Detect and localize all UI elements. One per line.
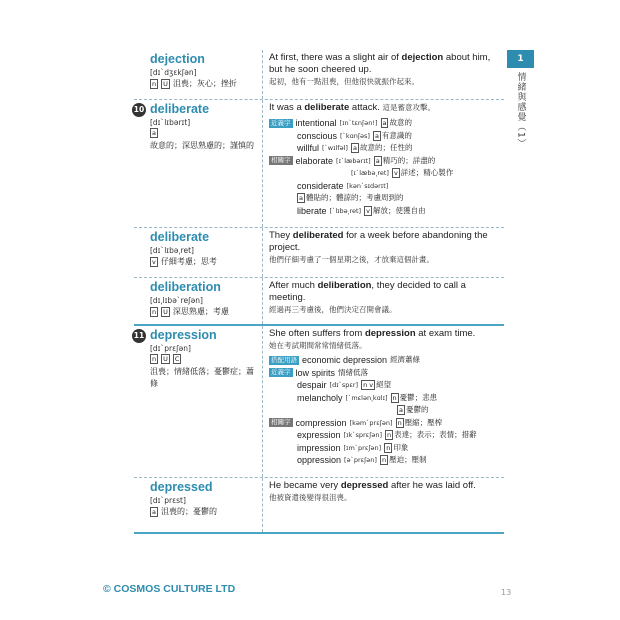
- pos-tag: U: [163, 355, 168, 363]
- definition-line: [150, 506, 258, 518]
- entry-deliberate-verb: [134, 228, 504, 278]
- entry-number-badge: 10: [132, 103, 146, 117]
- entry-depressed: [134, 478, 504, 534]
- related-label: 相關字: [271, 156, 291, 165]
- entry-head: [134, 100, 262, 227]
- headword: dejection: [150, 52, 205, 66]
- synonym-row: despair [dɪˋspɛr] n v 絕望: [297, 380, 392, 390]
- definition-line: [150, 256, 258, 268]
- entry-number-badge: 11: [132, 329, 146, 343]
- related-row: oppression [əˋprɛʃən] n 壓迫；壓制: [297, 455, 427, 465]
- entry-head: [134, 228, 262, 277]
- example-translation: 他被資遣後變得很沮喪。: [269, 493, 352, 502]
- meaning: 沮喪的；憂鬱的: [160, 507, 217, 516]
- related-row: impression [ɪmˋprɛʃən] n 印象: [297, 442, 409, 453]
- pronunciation: [dɪˋlɪbə͵ret]: [150, 246, 194, 255]
- synonym-row: willful [ˋwɪlfəl] a 故意的；任性的: [297, 143, 413, 153]
- entry-example: [262, 278, 504, 324]
- synonym-label: 近義字: [271, 368, 291, 377]
- pos-tag: C: [174, 355, 180, 363]
- related-row: 相關字 compression [kəmˋprɛʃən] n 壓縮；壓榨: [271, 417, 443, 428]
- pronunciation: [dɪˋprɛʃən]: [150, 344, 191, 353]
- meaning: 仔細考慮；思考: [160, 257, 217, 266]
- entry-example: [262, 100, 504, 227]
- pos-tag: n: [152, 355, 157, 363]
- example-sentence: After much deliberation, they decided to call a meeting.: [269, 280, 466, 303]
- entry-deliberate-adj: [134, 100, 504, 228]
- entry-head: [134, 326, 262, 477]
- meaning: 深思熟慮；考慮: [172, 307, 229, 316]
- example-translation: 他們仔細考慮了一個星期之後，才放棄這個計畫。: [269, 255, 434, 264]
- chapter-side-tab: [507, 50, 534, 149]
- headword: depression: [150, 328, 217, 342]
- related-label: 相關字: [271, 418, 291, 427]
- example-translation: 起初，他有一點沮喪，但他很快就振作起來。: [269, 77, 419, 86]
- example-translation: 她在考試期間常常情緒低落。: [269, 341, 367, 350]
- meaning: 沮喪；灰心；挫折: [172, 79, 237, 88]
- synonym-row: melancholy [ˋmɛlən͵kɑlɪ] n 憂鬱；悲患: [297, 392, 438, 403]
- collocation-row: 搭配用語 economic depression 經濟蕭條: [271, 355, 421, 365]
- pronunciation: [dɪ͵lɪbəˋreʃən]: [150, 296, 203, 305]
- entry-head: [134, 478, 262, 532]
- pos-tag: U: [163, 80, 168, 88]
- meaning: 故意的；深思熟慮的；謹慎的: [150, 141, 254, 150]
- entry-head: [134, 278, 262, 324]
- synonym-row: conscious [ˋkɑnʃəs] a 有意識的: [297, 130, 412, 141]
- example-sentence: At first, there was a slight air of dejection about him, but he soon cheered up.: [269, 52, 491, 75]
- collocation-label: 搭配用語: [271, 355, 297, 364]
- entry-example: [262, 228, 504, 277]
- definition-line: [150, 78, 258, 90]
- pos-tag: a: [152, 508, 156, 516]
- related-row: liberate [ˋlɪbə͵ret] v 解放；使獲自由: [297, 205, 426, 216]
- entry-example: [262, 326, 504, 477]
- related-words: [269, 354, 504, 467]
- headword: deliberation: [150, 280, 221, 294]
- entry-head: [134, 50, 262, 99]
- related-row: a 體貼的；體諒的；考慮周到的: [299, 193, 404, 203]
- related-row: expression [ɪkˋsprɛʃən] n 表達；表示；表情；措辭: [297, 430, 477, 440]
- synonym-row: 近義字 low spirits 情緒低落: [271, 367, 369, 378]
- entry-example: [262, 50, 504, 99]
- pos-tag: n: [152, 308, 157, 316]
- related-words: [269, 117, 504, 217]
- related-row: 相關字 elaborate [ɪˋlæbərɪt] a 精巧的；詳盡的: [271, 155, 436, 166]
- example-sentence: It was a deliberate attack. 這是蓄意攻擊。: [269, 102, 436, 113]
- pronunciation: [dɪˋdʒɛkʃən]: [150, 68, 197, 77]
- copyright-text: © COSMOS CULTURE LTD: [103, 583, 236, 595]
- entry-dejection: [134, 50, 504, 100]
- definition-line: [150, 306, 258, 318]
- related-row: [ɪˋlæbə͵ret] v 詳述；精心製作: [351, 168, 454, 178]
- pos-tag: n: [152, 80, 157, 88]
- example-sentence: He became very depressed after he was laid off.: [269, 480, 476, 491]
- headword: deliberate: [150, 230, 210, 244]
- pronunciation: [dɪˋlɪbərɪt]: [150, 118, 191, 127]
- headword: deliberate: [150, 102, 210, 116]
- example-translation: 經過再三考慮後，他們決定召開會議。: [269, 305, 397, 314]
- synonym-row: 近義字 intentional [ɪnˋtɛnʃən!] a 故意的: [271, 118, 412, 128]
- pos-tag: U: [163, 308, 168, 316]
- entry-example: [262, 478, 504, 532]
- example-sentence: She often suffers from depression at exam time.: [269, 328, 476, 339]
- example-sentence: They deliberated for a week before abandoning the project.: [269, 230, 488, 253]
- synonym-label: 近義字: [271, 118, 291, 127]
- chapter-number: 1: [507, 50, 534, 68]
- synonym-row: a 憂鬱的: [399, 405, 429, 415]
- entry-deliberation: [134, 278, 504, 326]
- page-number: 13: [501, 588, 512, 597]
- related-row: considerate [kənˋsɪdərɪt]: [297, 180, 389, 191]
- entry-depression: [134, 326, 504, 478]
- definition-line: [150, 128, 258, 152]
- chapter-title: 情緒與感覺（1）: [515, 72, 526, 149]
- entries-column: [134, 50, 504, 534]
- pos-tag: a: [152, 129, 156, 137]
- definition-line: [150, 354, 258, 390]
- headword: depressed: [150, 480, 213, 494]
- meaning: 沮喪；情緒低落；憂鬱症；蕭條: [150, 367, 254, 388]
- pos-tag: v: [152, 258, 156, 266]
- pronunciation: [dɪˋprɛst]: [150, 496, 186, 505]
